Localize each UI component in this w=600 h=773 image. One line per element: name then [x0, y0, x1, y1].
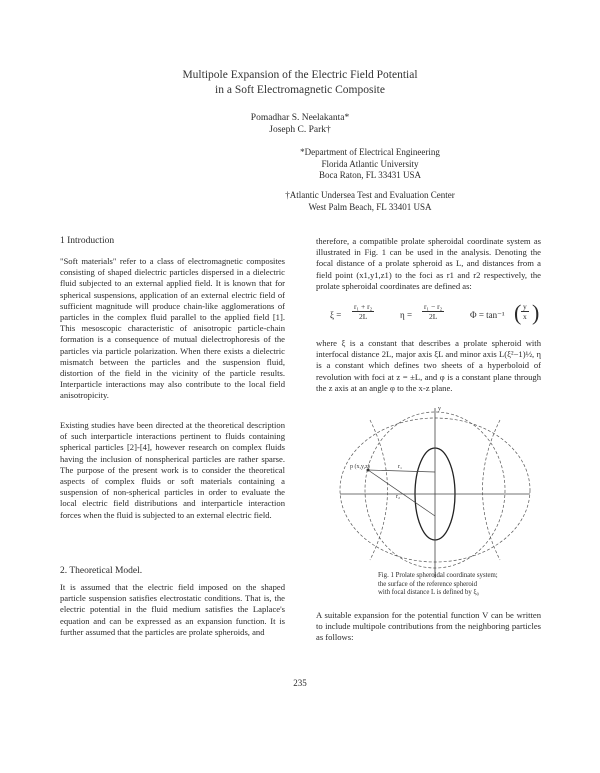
eq-eta-fraction	[422, 302, 444, 321]
affiliation-2-line-1: †Atlantic Undersea Test and Evaluation Center	[285, 190, 455, 200]
theory-paragraph-1: It is assumed that the electric field imposed on the shaped particle suspension satisfies electrostatic conditions. That is, the electric potential in the fluid medium satisfies the Laplace's equation and can be expressed as an expansion function. It is further assumed that the particles are prolate spheroids, and	[60, 582, 285, 637]
affiliation-1-line-3: Boca Raton, FL 33431 USA	[319, 170, 421, 180]
r1-label: r₁	[398, 464, 403, 470]
right-hyperbola-curve	[483, 420, 501, 560]
intro-paragraph-2: Existing studies have been directed at the theoretical description of such interparticle interactions pertinent to fluids containing spherical particles [2]-[4], however research on complex fluids having the inclusion of nonspherical particles are rather sparse. The purpose of the present work is to consider the theoretical aspects of complex fluids or soft materials containing a suspension of non-spherical particles in order to evaluate the local electric field distributions and interparticle interaction forces when the fluid is subjected to an external electric field.	[60, 420, 285, 520]
eq-phi-left-paren: (	[514, 300, 522, 325]
affiliation-1-line-2: Florida Atlantic University	[321, 158, 419, 169]
caption-line-3: with focal distance L is defined by ξ₀	[378, 589, 479, 596]
coordinate-definition-paragraph: where ξ is a constant that describes a prolate spheroid with interfocal distance 2L, major axis ξL and minor axis L(ξ²−1)½, η is a constant which defines two sheets of a hyperboloid of revolution with foci at z = ±L, and φ is a constant plane through the z axis at an angle φ to the x-z plane.	[316, 338, 541, 393]
affiliation-2	[285, 190, 455, 213]
caption-line-1: Fig. 1 Prolate spheroidal coordinate system;	[378, 572, 498, 579]
eq-eta-numerator: r₁ − r₂	[424, 302, 443, 311]
affiliation-2-line-2: West Palm Beach, FL 33401 USA	[308, 201, 432, 212]
eq-xi-lhs: ξ =	[330, 310, 342, 320]
eq-phi-denominator: x	[523, 312, 527, 321]
r2-line	[368, 470, 435, 516]
r2-label: r₂	[396, 494, 401, 500]
caption-line-2: the surface of the reference spheroid	[378, 580, 478, 588]
expansion-paragraph: A suitable expansion for the potential function V can be written to include multipole contributions from the neighboring particles as follows:	[316, 610, 541, 643]
eq-phi-lhs: Φ = tan⁻¹	[470, 310, 505, 320]
eq-xi-fraction	[352, 302, 374, 321]
y-axis-label: y	[438, 406, 441, 412]
affiliation-1-line-1: *Department of Electrical Engineering	[300, 147, 440, 157]
prolate-spheroidal-equations	[330, 300, 540, 334]
page-number: 235	[293, 678, 307, 688]
left-hyperbola-curve	[370, 420, 388, 560]
r1-line	[368, 470, 435, 472]
prolate-spheroid-figure	[330, 390, 540, 582]
eq-phi-fraction	[521, 302, 529, 321]
title-line-2: in a Soft Electromagnetic Composite	[215, 84, 385, 96]
affiliation-1	[290, 147, 450, 182]
field-point-label: p (x,y,z)	[350, 464, 370, 470]
eq-phi-right-paren: )	[532, 300, 540, 325]
author-list	[0, 112, 600, 136]
intro-paragraph-1: "Soft materials" refer to a class of electromagnetic composites consisting of shaped dielectric particles dispersed in a dielectric fluid subjected to an external applied field. It is known that for spherical suspensions, application of an external electric field of sufficient magnitude will produce chain-like agglomerations of particles in the complex fluid parallel to the applied field [1]. This mesoscopic characteristic of anisotropic particle-chain formation is a consequence of mutual dielectrophoresis of the particles via particle polarization. When there exists a dielectric mismatch between the particles and the suspension fluid, distortion of the field in the vicinity of the particle results. Interparticle interactions may also contribute to the local field anisotropicity.	[60, 256, 285, 401]
coordinate-paragraph: therefore, a compatible prolate spheroidal coordinate system as illustrated in Fig. 1 can be used in the analysis. Denoting the focal distance of a prolate spheroid as L, and distances from a field point (x1,y1,z1) to the foci as r1 and r2 respectively, the prolate spheroidal coordinates are defined as:	[316, 236, 541, 291]
author-2: Joseph C. Park†	[269, 125, 331, 135]
title-line-1: Multipole Expansion of the Electric Field Potential	[182, 69, 418, 81]
eq-eta-denominator: 2L	[428, 312, 438, 321]
eq-phi-numerator: y	[523, 302, 527, 311]
eq-xi-denominator: 2L	[358, 312, 368, 321]
eq-xi-numerator: r₁ + r₂	[354, 302, 373, 311]
paper-title	[0, 68, 600, 98]
section-1-heading: 1 Introduction	[60, 236, 115, 246]
figure-caption	[378, 572, 528, 598]
section-2-heading: 2. Theoretical Model.	[60, 566, 143, 576]
author-1: Pomadhar S. Neelakanta*	[250, 113, 350, 123]
eq-eta-lhs: η =	[400, 310, 413, 320]
